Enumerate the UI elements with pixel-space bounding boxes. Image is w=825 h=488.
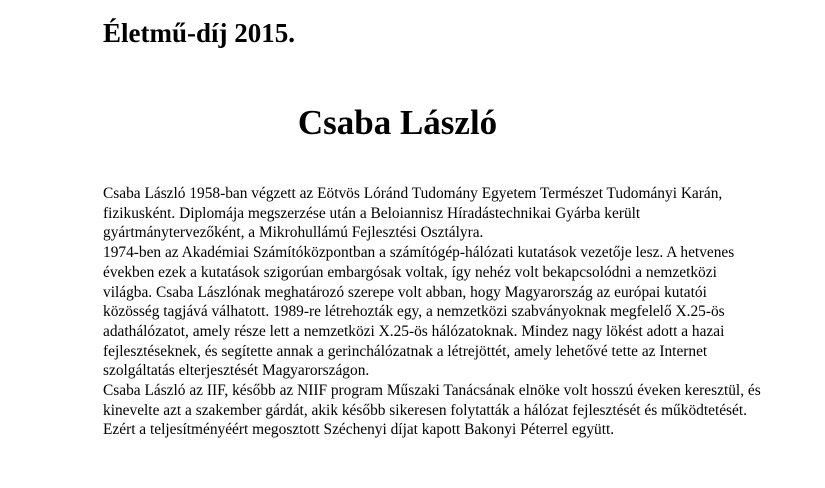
page-title: Életmű-díj 2015. <box>103 18 295 48</box>
biography <box>103 184 763 440</box>
biography-paragraph: Csaba László 1958-ban végzett az Eötvös Lóránd Tudomány Egyetem Természet Tudományi Karán, fizikusként. Diplomája megszerzése után a Beloiannisz Híradástechnikai Gyárba került gyártmánytervezőként, a Mikrohullámú Fejlesztési Osztályra. <box>103 185 723 242</box>
biography-paragraph: Csaba László az IIF, később az NIIF program Műszaki Tanácsának elnöke volt hosszú éveken keresztül, és kinevelte azt a szakember gárdát, akik később sikeresen folytatták a hálózat fejlesztését és működtetését. Ezért a teljesítményéért megosztott Széchenyi díjat kapott Bakonyi Péterrel együtt. <box>103 382 761 439</box>
awardee-name: Csaba László <box>297 103 498 142</box>
biography-paragraph: 1974-ben az Akadémiai Számítóközpontban a számítógép-hálózati kutatások vezetője lesz. A hetvenes években ezek a kutatások szigorúan embargósak voltak, így nehéz volt bekapcsolódni a nemzetközi világba. Csaba Lászlónak meghatározó szerepe volt abban, hogy Magyarország az európai kutatói közösség tagjává válhatott. 1989-re létrehozták egy, a nemzetközi szabványoknak megfelelő X.25-ös adathálózatot, amely része lett a nemzetközi X.25-ös hálózatoknak. Mindez nagy lökést adott a hazai fejlesztéseknek, és segítette annak a gerinchálózatnak a létrejöttét, amely lehetővé tette az Internet szolgáltatás elterjesztését Magyarországon. <box>103 244 735 380</box>
